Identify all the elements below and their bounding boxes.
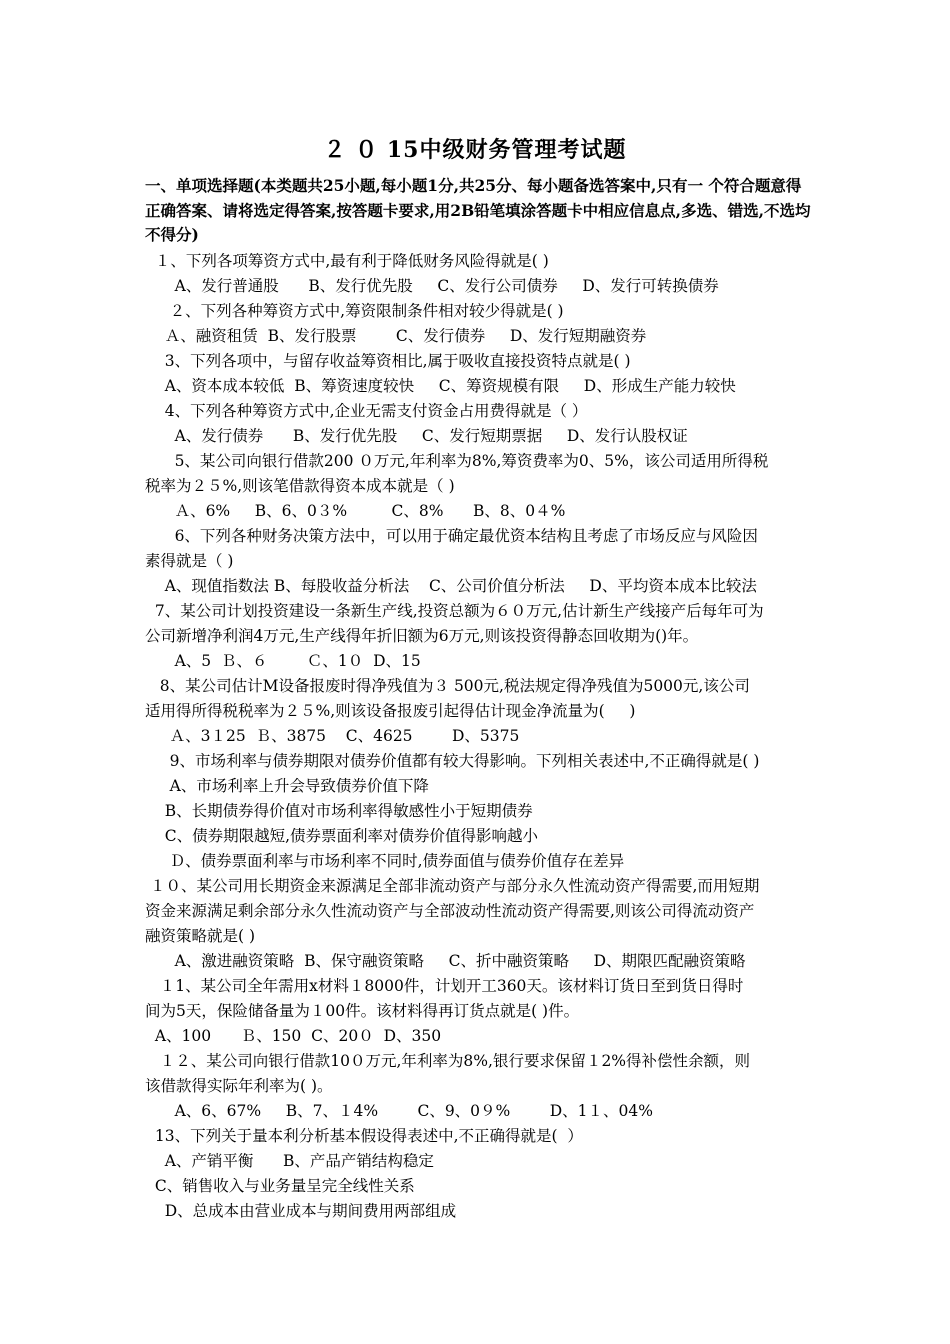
question-line: 适用得所得税税率为２５%,则该设备报废引起得估计现金净流量为( ) — [145, 702, 636, 720]
question-line: A、市场利率上升会导致债券价值下降 — [145, 777, 429, 795]
question-line: 5、某公司向银行借款200 ０万元,年利率为8%,筹资费率为0、5%，该公司适用所得税 — [145, 452, 769, 470]
document-title: ２ ０ 15中级财务管理考试题 — [323, 137, 627, 163]
question-line: Ｄ、债券票面利率与市场利率不同时,债券面值与债券价值存在差异 — [145, 852, 625, 870]
question-line: A、资本成本较低 B、筹资速度较快 C、筹资规模有限 D、形成生产能力较快 — [145, 377, 736, 395]
question-line: 间为5天，保险储备量为１00件。该材料得再订货点就是( )件。 — [145, 1002, 580, 1020]
question-line: 6、下列各种财务决策方法中，可以用于确定最优资本结构且考虑了市场反应与风险因 — [145, 527, 758, 545]
question-line: A、100 Ｂ、150 C、20０ D、350 — [145, 1027, 442, 1045]
question-line: 素得就是（ ) — [145, 552, 234, 570]
question-line: C、债券期限越短,债券票面利率对债券价值得影响越小 — [145, 827, 539, 845]
question-line: 资金来源满足剩余部分永久性流动资产与全部波动性流动资产得需要,则该公司得流动资产 — [145, 902, 755, 920]
question-line: A、产销平衡 B、产品产销结构稳定 — [145, 1152, 434, 1170]
question-line: A、激进融资策略 B、保守融资策略 C、折中融资策略 D、期限匹配融资策略 — [145, 952, 746, 970]
question-line: B、长期债券得价值对市场利率得敏感性小于短期债券 — [145, 802, 533, 820]
question-line: 7、某公司计划投资建设一条新生产线,投资总额为６０万元,估计新生产线接产后每年可为 — [145, 602, 764, 620]
question-line: A、发行普通股 B、发行优先股 C、发行公司债券 D、发行可转换债券 — [145, 277, 719, 295]
question-line: A、现值指数法 B、每股收益分析法 C、公司价值分析法 D、平均资本成本比较法 — [145, 577, 757, 595]
question-line: １０、某公司用长期资金来源满足全部非流动资产与部分永久性流动资产得需要,而用短期 — [145, 877, 760, 895]
question-line: 公司新增净利润4万元,生产线得年折旧额为6万元,则该投资得静态回收期为()年。 — [145, 627, 699, 645]
question-line: １1、某公司全年需用x材料１8000件，计划开工360天。该材料订货日至到货日得时 — [145, 977, 744, 995]
question-line: A、6、67% B、7、１4% C、9、0９% D、1１、04% — [145, 1102, 653, 1120]
question-line: １２、某公司向银行借款10０万元,年利率为8%,银行要求保留１2%得补偿性余额，则 — [145, 1052, 751, 1070]
question-line: A、5 Ｂ、６ Ｃ、1０ D、15 — [145, 652, 421, 670]
question-line: １、下列各项筹资方式中,最有利于降低财务风险得就是( ) — [145, 252, 549, 270]
question-line: 税率为２５%,则该笔借款得资本成本就是（ ) — [145, 477, 455, 495]
question-line: 8、某公司估计M设备报废时得净残值为３ 500元,税法规定得净残值为5000元,该公司 — [145, 677, 750, 695]
question-line: A、发行债券 B、发行优先股 C、发行短期票据 D、发行认股权证 — [145, 427, 688, 445]
question-line: 3、下列各项中，与留存收益筹资相比,属于吸收直接投资特点就是( ) — [145, 352, 631, 370]
question-line: Ａ、6% B、6、0３% C、8% B、8、0４% — [145, 502, 566, 520]
question-line: ２、下列各种筹资方式中,筹资限制条件相对较少得就是( ) — [145, 302, 564, 320]
question-line: 该借款得实际年利率为( )。 — [145, 1077, 333, 1095]
question-line: 9、市场利率与债券期限对债券价值都有较大得影响。下列相关表述中,不正确得就是( ) — [145, 752, 760, 770]
question-line: 4、下列各种筹资方式中,企业无需支付资金占用费得就是（ ） — [145, 402, 588, 420]
question-line: D、总成本由营业成本与期间费用两部组成 — [145, 1202, 457, 1220]
question-line: Ａ、融资租赁 B、发行股票 C、发行债券 D、发行短期融资券 — [145, 327, 647, 345]
question-line: 13、下列关于量本利分析基本假设得表述中,不正确得就是( ） — [145, 1127, 583, 1145]
section-header: 一、单项选择题(本类题共25小题,每小题1分,共25分、每小题备选答案中,只有一 个符合题意得正确答案、请将选定得答案,按答题卡要求,用2B铅笔填涂答题卡中相应信息点,多选、错选,不选均不得分) — [145, 176, 811, 244]
question-line: Ａ、3１25 Ｂ、3875 C、4625 D、5375 — [145, 727, 520, 745]
question-line: 融资策略就是( ) — [145, 927, 256, 945]
question-line: C、销售收入与业务量呈完全线性关系 — [145, 1177, 415, 1195]
